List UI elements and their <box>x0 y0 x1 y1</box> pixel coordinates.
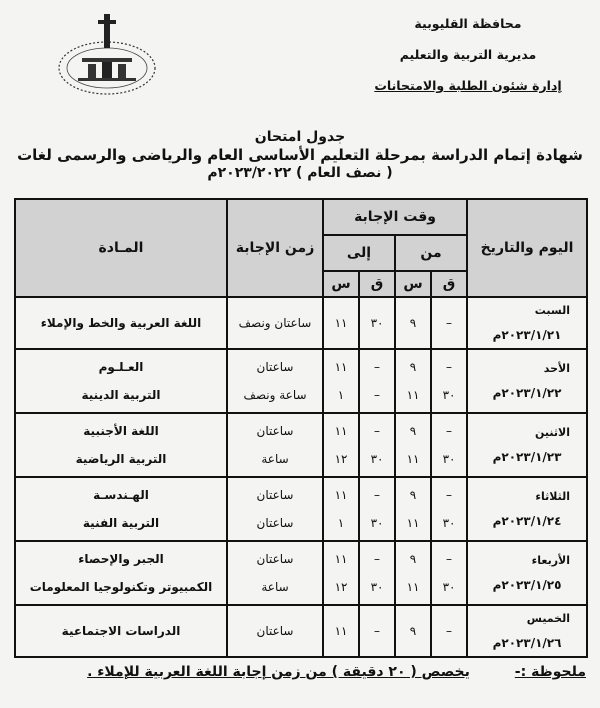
time-value: – <box>446 488 453 502</box>
time-value: – <box>446 624 453 638</box>
time-cell-from-s <box>395 605 431 657</box>
subject-name: الجبر والإحصاء <box>78 552 164 566</box>
time-value: – <box>374 424 381 438</box>
time-value: ٩ <box>409 424 417 438</box>
subject-name: التربية الدينية <box>81 388 161 402</box>
duration-value: ساعتان <box>256 360 294 374</box>
day-name: الثلاثاء <box>535 490 571 503</box>
time-cell-from-q <box>431 477 467 541</box>
footnote-label: ملحوظة :- <box>514 664 586 680</box>
subject-cell <box>15 413 227 477</box>
time-value: – <box>374 388 381 402</box>
table-row <box>15 413 587 477</box>
duration-value: ساعة <box>261 580 289 594</box>
time-value: – <box>374 624 381 638</box>
duration-cell <box>227 477 323 541</box>
issuing-authority <box>358 8 578 101</box>
subject-cell <box>15 541 227 605</box>
exam-date: ٢٠٢٣/١/٢٣م <box>492 450 562 464</box>
time-value: ١٢ <box>334 580 348 594</box>
time-value: ٩ <box>409 360 417 374</box>
subject-name: اللغة العربية والخط والإملاء <box>40 316 202 330</box>
time-cell-to-s <box>323 297 359 349</box>
day-name: الأحد <box>543 362 571 375</box>
time-cell-from-q <box>431 605 467 657</box>
footnote-text: يخصص ( ٢٠ دقيقة ) من زمن إجابة اللغة العربية للإملاء . <box>87 664 470 680</box>
header-from-minute: ق <box>431 271 467 297</box>
day-date-cell <box>467 541 587 605</box>
header-answer-time: وقت الإجابة <box>323 199 467 235</box>
time-cell-to-s <box>323 477 359 541</box>
table-row <box>15 477 587 541</box>
time-value: – <box>446 360 453 374</box>
table-row <box>15 605 587 657</box>
duration-value: ساعة ونصف <box>243 388 307 402</box>
header-from: من <box>395 235 467 271</box>
time-cell-from-s <box>395 349 431 413</box>
title-line-1: جدول امتحان <box>254 129 346 145</box>
time-value: ٩ <box>409 316 417 330</box>
time-cell-from-s <box>395 297 431 349</box>
time-value: – <box>374 488 381 502</box>
duration-value: ساعتان <box>256 424 294 438</box>
time-value: ١١ <box>334 488 348 502</box>
governorate-name: محافظة القليوبية <box>414 16 522 31</box>
title-line-3: ( نصف العام ) ٢٠٢٣/٢٠٢٢م <box>207 165 393 181</box>
time-cell-to-s <box>323 413 359 477</box>
duration-value: ساعة <box>261 452 289 466</box>
time-value: ٩ <box>409 488 417 502</box>
time-value: – <box>446 316 453 330</box>
subject-cell <box>15 477 227 541</box>
department-name: إدارة شئون الطلبة والامتحانات <box>374 78 562 93</box>
day-date-cell <box>467 413 587 477</box>
table-row <box>15 349 587 413</box>
day-date-cell <box>467 349 587 413</box>
subject-name: العـلـوم <box>98 360 144 374</box>
duration-cell <box>227 541 323 605</box>
duration-value: ساعتان <box>256 552 294 566</box>
duration-value: ساعتان <box>256 624 294 638</box>
time-cell-to-s <box>323 605 359 657</box>
subject-name: التربية الفنية <box>82 516 160 530</box>
time-cell-from-s <box>395 477 431 541</box>
table-row <box>15 541 587 605</box>
time-cell-to-q <box>359 349 395 413</box>
exam-schedule-table <box>14 198 588 658</box>
duration-value: ساعتان <box>256 516 294 530</box>
time-value: ١١ <box>334 424 348 438</box>
subject-cell <box>15 297 227 349</box>
time-value: ٣٠ <box>442 580 456 594</box>
time-value: ١١ <box>406 388 420 402</box>
day-name: الأربعاء <box>531 554 571 567</box>
duration-cell <box>227 413 323 477</box>
header-to: إلى <box>323 235 395 271</box>
time-cell-to-s <box>323 541 359 605</box>
time-value: – <box>446 424 453 438</box>
time-value: ٣٠ <box>442 388 456 402</box>
document-title <box>0 128 600 182</box>
header-day-date: اليوم والتاريخ <box>467 199 587 297</box>
title-line-2: شهادة إتمام الدراسة بمرحلة التعليم الأساسى العام والرياضى والرسمى لغات <box>17 146 583 164</box>
header-subject: المـادة <box>15 199 227 297</box>
day-date-cell <box>467 605 587 657</box>
time-cell-from-q <box>431 413 467 477</box>
exam-date: ٢٠٢٣/١/٢٥م <box>492 578 562 592</box>
time-value: ١١ <box>334 316 348 330</box>
day-name: السبت <box>534 304 571 317</box>
time-value: ٣٠ <box>370 316 384 330</box>
time-value: ١١ <box>334 624 348 638</box>
time-cell-from-s <box>395 413 431 477</box>
header-duration: زمن الإجابة <box>227 199 323 297</box>
time-value: ١١ <box>334 552 348 566</box>
schedule-body <box>15 297 587 657</box>
header-from-hour: س <box>395 271 431 297</box>
time-value: ١١ <box>406 516 420 530</box>
time-value: ٣٠ <box>370 580 384 594</box>
time-cell-to-q <box>359 297 395 349</box>
directorate-name: مديرية التربية والتعليم <box>399 47 537 62</box>
time-cell-to-s <box>323 349 359 413</box>
subject-cell <box>15 349 227 413</box>
header-to-hour: س <box>323 271 359 297</box>
time-cell-from-s <box>395 541 431 605</box>
time-cell-from-q <box>431 349 467 413</box>
time-value: ٣٠ <box>442 452 456 466</box>
day-name: الاثنين <box>535 426 571 439</box>
time-cell-from-q <box>431 541 467 605</box>
footnote <box>14 664 586 680</box>
day-date-cell <box>467 297 587 349</box>
time-cell-to-q <box>359 413 395 477</box>
time-value: – <box>374 552 381 566</box>
time-value: ١ <box>337 388 345 402</box>
duration-cell <box>227 349 323 413</box>
time-cell-to-q <box>359 541 395 605</box>
time-value: ١١ <box>406 452 420 466</box>
exam-date: ٢٠٢٣/١/٢٢م <box>492 386 562 400</box>
time-value: ٩ <box>409 552 417 566</box>
day-name: الخميس <box>526 612 571 625</box>
time-value: ٣٠ <box>442 516 456 530</box>
time-value: – <box>374 360 381 374</box>
duration-cell <box>227 297 323 349</box>
time-cell-to-q <box>359 477 395 541</box>
header-to-minute: ق <box>359 271 395 297</box>
time-cell-to-q <box>359 605 395 657</box>
duration-value: ساعتان ونصف <box>238 316 312 330</box>
subject-name: الكمبيوتر وتكنولوجيا المعلومات <box>29 580 213 594</box>
time-value: ٣٠ <box>370 516 384 530</box>
day-date-cell <box>467 477 587 541</box>
subject-name: التربية الرياضية <box>75 452 167 466</box>
subject-name: اللغة الأجنبية <box>83 424 159 438</box>
exam-date: ٢٠٢٣/١/٢٦م <box>492 636 562 650</box>
subject-name: الهـندسـة <box>93 488 149 502</box>
exam-date: ٢٠٢٣/١/٢١م <box>492 328 562 342</box>
time-value: ١٢ <box>334 452 348 466</box>
time-value: ١١ <box>406 580 420 594</box>
table-row <box>15 297 587 349</box>
time-cell-from-q <box>431 297 467 349</box>
time-value: ١ <box>337 516 345 530</box>
subject-name: الدراسات الاجتماعية <box>61 624 181 638</box>
exam-date: ٢٠٢٣/١/٢٤م <box>492 514 562 528</box>
duration-value: ساعتان <box>256 488 294 502</box>
time-value: ٣٠ <box>370 452 384 466</box>
time-value: ١١ <box>334 360 348 374</box>
subject-cell <box>15 605 227 657</box>
time-value: – <box>446 552 453 566</box>
time-value: ٩ <box>409 624 417 638</box>
duration-cell <box>227 605 323 657</box>
education-directorate-seal-icon <box>54 12 160 98</box>
